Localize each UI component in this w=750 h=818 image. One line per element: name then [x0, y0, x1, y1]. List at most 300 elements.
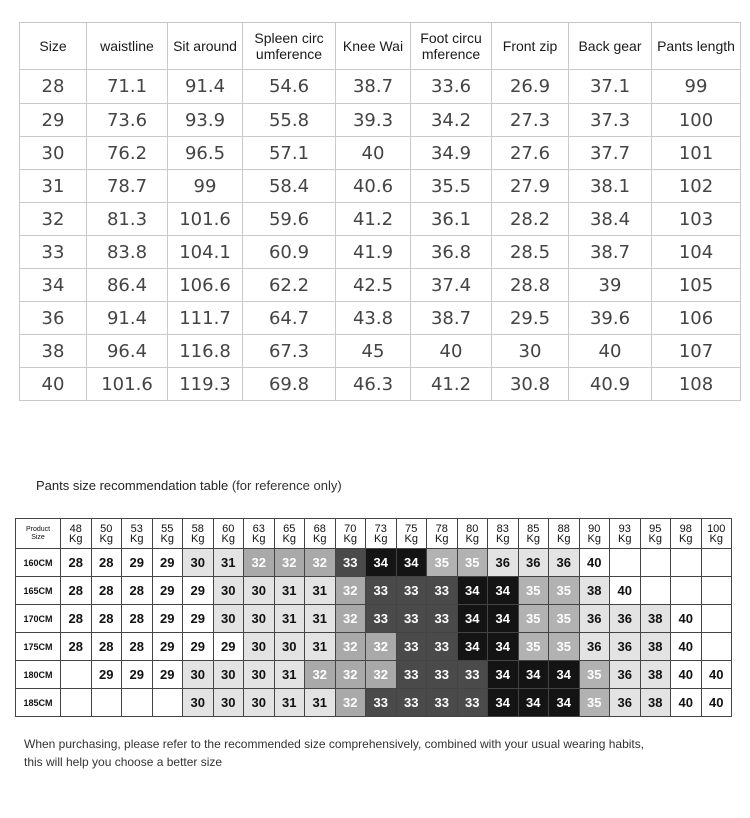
size-chart-cell: 41.2 — [411, 368, 492, 401]
size-chart-cell: 100 — [652, 104, 741, 137]
size-chart-cell: 46.3 — [336, 368, 411, 401]
recommended-size-cell: 32 — [305, 661, 336, 689]
size-chart-cell: 101.6 — [87, 368, 168, 401]
size-chart-cell: 38.7 — [411, 302, 492, 335]
recommended-size-cell: 32 — [335, 661, 366, 689]
weight-column-header — [91, 519, 122, 549]
weight-unit: Kg — [679, 532, 693, 545]
recommended-size-cell: 34 — [457, 633, 488, 661]
size-chart-cell: 104 — [652, 236, 741, 269]
recommended-size-cell: 40 — [579, 549, 610, 577]
size-chart-cell: 32 — [20, 203, 87, 236]
recommended-size-cell: 35 — [549, 577, 580, 605]
recommended-size-cell: 30 — [183, 549, 214, 577]
weight-column-header — [335, 519, 366, 549]
size-chart-cell: 45 — [336, 335, 411, 368]
weight-unit: Kg — [282, 532, 296, 545]
recommended-size-cell: 28 — [61, 633, 92, 661]
weight-column-header — [152, 519, 183, 549]
weight-column-header — [305, 519, 336, 549]
weight-value: 70 — [344, 522, 357, 535]
weight-value: 65 — [283, 522, 296, 535]
size-chart-row — [20, 137, 741, 170]
size-chart-cell: 35.5 — [411, 170, 492, 203]
recommended-size-cell: 30 — [244, 689, 275, 717]
recommended-size-cell: 31 — [274, 605, 305, 633]
size-chart-cell: 101.6 — [168, 203, 243, 236]
recommended-size-cell: 34 — [518, 661, 549, 689]
size-chart-row — [20, 302, 741, 335]
size-chart-cell: 28.5 — [492, 236, 569, 269]
recommended-size-cell: 29 — [183, 633, 214, 661]
weight-value: 75 — [405, 522, 418, 535]
weight-unit: Kg — [374, 532, 388, 545]
recommended-size-cell: 34 — [396, 549, 427, 577]
product-size-corner-label: Product Size — [16, 519, 61, 549]
size-chart-cell: 36.8 — [411, 236, 492, 269]
size-chart-cell: 103 — [652, 203, 741, 236]
size-chart-cell: 60.9 — [243, 236, 336, 269]
weight-value: 78 — [435, 522, 448, 535]
size-chart-cell: 105 — [652, 269, 741, 302]
size-chart-cell: 28.2 — [492, 203, 569, 236]
weight-column-header — [518, 519, 549, 549]
recommended-size-cell: 28 — [61, 605, 92, 633]
recommended-size-cell: 33 — [427, 577, 458, 605]
size-chart-cell: 40.9 — [569, 368, 652, 401]
purchase-advice — [24, 735, 724, 771]
recommended-size-cell: 30 — [244, 577, 275, 605]
recommended-size-cell: 40 — [701, 661, 732, 689]
weight-value: 63 — [252, 522, 265, 535]
recommended-size-cell: 34 — [488, 689, 519, 717]
recommended-size-cell: 33 — [396, 633, 427, 661]
weight-column-header — [427, 519, 458, 549]
size-chart-cell: 64.7 — [243, 302, 336, 335]
size-chart-cell: 69.8 — [243, 368, 336, 401]
recommended-size-cell: 30 — [244, 633, 275, 661]
recommended-size-cell: 34 — [488, 577, 519, 605]
size-chart-cell: 41.2 — [336, 203, 411, 236]
recommended-size-cell: 35 — [518, 605, 549, 633]
height-label: 165CM — [16, 577, 61, 605]
weight-column-header — [274, 519, 305, 549]
weight-column-header — [488, 519, 519, 549]
recommended-size-cell: 35 — [518, 577, 549, 605]
size-chart-column-header: Pants length — [652, 23, 741, 70]
weight-unit: Kg — [648, 532, 662, 545]
recommended-size-cell — [122, 689, 153, 717]
size-chart-cell: 102 — [652, 170, 741, 203]
recommended-size-cell: 34 — [488, 661, 519, 689]
weight-column-header — [457, 519, 488, 549]
recommended-size-cell: 33 — [457, 689, 488, 717]
height-label: 170CM — [16, 605, 61, 633]
size-chart-table — [19, 22, 741, 401]
size-chart-cell: 96.5 — [168, 137, 243, 170]
recommended-size-cell: 31 — [305, 689, 336, 717]
size-chart-cell: 30.8 — [492, 368, 569, 401]
recommended-size-cell: 32 — [366, 661, 397, 689]
recommended-size-cell: 30 — [213, 661, 244, 689]
recommended-size-cell: 35 — [457, 549, 488, 577]
size-chart-cell: 78.7 — [87, 170, 168, 203]
recommended-size-cell: 30 — [183, 661, 214, 689]
recommended-size-cell: 33 — [335, 549, 366, 577]
weight-value: 95 — [649, 522, 662, 535]
size-chart-cell: 101 — [652, 137, 741, 170]
recommended-size-cell: 33 — [427, 661, 458, 689]
size-chart-cell: 96.4 — [87, 335, 168, 368]
size-chart-row — [20, 203, 741, 236]
size-chart-cell: 107 — [652, 335, 741, 368]
weight-value: 100 — [707, 522, 726, 535]
recommended-size-cell — [61, 661, 92, 689]
recommended-size-cell — [701, 549, 732, 577]
size-chart-cell: 106 — [652, 302, 741, 335]
weight-unit: Kg — [343, 532, 357, 545]
height-label: 185CM — [16, 689, 61, 717]
size-chart-cell: 81.3 — [87, 203, 168, 236]
recommended-size-cell: 38 — [640, 689, 671, 717]
height-label: 160CM — [16, 549, 61, 577]
size-chart-cell: 108 — [652, 368, 741, 401]
recommended-size-cell: 33 — [366, 605, 397, 633]
weight-unit: Kg — [191, 532, 205, 545]
size-chart-cell: 99 — [168, 170, 243, 203]
recommendation-header-row — [16, 519, 732, 549]
size-chart-cell: 34.9 — [411, 137, 492, 170]
size-chart-cell: 67.3 — [243, 335, 336, 368]
weight-value: 53 — [130, 522, 143, 535]
recommendation-note: (for reference only) — [231, 478, 342, 493]
size-chart-cell: 39.6 — [569, 302, 652, 335]
weight-unit: Kg — [160, 532, 174, 545]
height-label: 180CM — [16, 661, 61, 689]
recommended-size-cell: 36 — [610, 633, 641, 661]
size-chart-cell: 58.4 — [243, 170, 336, 203]
recommendation-row — [16, 549, 732, 577]
weight-unit: Kg — [587, 532, 601, 545]
weight-value: 55 — [161, 522, 174, 535]
recommended-size-cell: 29 — [91, 661, 122, 689]
recommended-size-cell: 38 — [640, 633, 671, 661]
size-chart-column-header: Knee Wai — [336, 23, 411, 70]
recommended-size-cell: 29 — [183, 605, 214, 633]
size-chart-cell: 26.9 — [492, 70, 569, 104]
recommended-size-cell: 35 — [427, 549, 458, 577]
weight-unit: Kg — [465, 532, 479, 545]
size-chart-cell: 116.8 — [168, 335, 243, 368]
size-chart-cell: 29.5 — [492, 302, 569, 335]
recommended-size-cell: 29 — [152, 661, 183, 689]
recommended-size-cell: 36 — [610, 661, 641, 689]
recommended-size-cell: 38 — [640, 605, 671, 633]
recommended-size-cell: 36 — [488, 549, 519, 577]
recommended-size-cell: 38 — [579, 577, 610, 605]
recommended-size-cell: 31 — [305, 605, 336, 633]
size-chart-column-header: Back gear — [569, 23, 652, 70]
recommended-size-cell: 33 — [427, 689, 458, 717]
weight-column-header — [640, 519, 671, 549]
size-chart-column-header: waistline — [87, 23, 168, 70]
recommended-size-cell — [152, 689, 183, 717]
weight-column-header — [213, 519, 244, 549]
weight-unit: Kg — [313, 532, 327, 545]
size-chart-cell: 27.6 — [492, 137, 569, 170]
weight-unit: Kg — [496, 532, 510, 545]
recommended-size-cell: 28 — [91, 549, 122, 577]
size-chart-cell: 28.8 — [492, 269, 569, 302]
recommended-size-cell: 30 — [244, 661, 275, 689]
size-chart-cell: 38.7 — [336, 70, 411, 104]
recommended-size-cell: 34 — [457, 605, 488, 633]
size-chart-cell: 91.4 — [168, 70, 243, 104]
size-chart-cell: 41.9 — [336, 236, 411, 269]
recommended-size-cell: 36 — [579, 633, 610, 661]
recommended-size-cell: 32 — [335, 633, 366, 661]
size-chart-cell: 30 — [492, 335, 569, 368]
size-chart-cell: 40 — [336, 137, 411, 170]
size-chart-row — [20, 70, 741, 104]
size-chart-cell: 57.1 — [243, 137, 336, 170]
recommended-size-cell: 28 — [122, 605, 153, 633]
size-chart-column-header: Sit around — [168, 23, 243, 70]
recommended-size-cell: 40 — [671, 661, 702, 689]
recommended-size-cell: 33 — [396, 605, 427, 633]
weight-column-header — [183, 519, 214, 549]
weight-unit: Kg — [709, 532, 723, 545]
recommended-size-cell: 40 — [671, 689, 702, 717]
size-chart-cell: 59.6 — [243, 203, 336, 236]
weight-unit: Kg — [221, 532, 235, 545]
recommended-size-cell — [671, 549, 702, 577]
weight-value: 93 — [618, 522, 631, 535]
weight-unit: Kg — [526, 532, 540, 545]
size-chart-cell: 33 — [20, 236, 87, 269]
recommended-size-cell: 30 — [244, 605, 275, 633]
recommended-size-cell: 33 — [396, 577, 427, 605]
size-chart-cell: 99 — [652, 70, 741, 104]
weight-value: 90 — [588, 522, 601, 535]
recommended-size-cell: 28 — [122, 577, 153, 605]
recommended-size-cell: 33 — [366, 577, 397, 605]
recommended-size-cell: 32 — [335, 605, 366, 633]
weight-value: 60 — [222, 522, 235, 535]
recommended-size-cell: 29 — [152, 549, 183, 577]
recommended-size-cell: 35 — [579, 689, 610, 717]
weight-value: 98 — [679, 522, 692, 535]
size-chart-cell: 104.1 — [168, 236, 243, 269]
recommended-size-cell: 30 — [213, 605, 244, 633]
recommended-size-cell — [701, 577, 732, 605]
weight-column-header — [549, 519, 580, 549]
recommended-size-cell: 38 — [640, 661, 671, 689]
recommendation-heading — [36, 478, 342, 493]
size-chart-cell: 54.6 — [243, 70, 336, 104]
size-chart-cell: 39 — [569, 269, 652, 302]
recommended-size-cell: 32 — [244, 549, 275, 577]
recommendation-row — [16, 577, 732, 605]
weight-column-header — [671, 519, 702, 549]
recommended-size-cell — [701, 633, 732, 661]
recommended-size-cell — [91, 689, 122, 717]
size-chart-row — [20, 236, 741, 269]
weight-unit: Kg — [435, 532, 449, 545]
recommended-size-cell: 36 — [610, 689, 641, 717]
size-chart-cell: 38.4 — [569, 203, 652, 236]
recommended-size-cell: 34 — [366, 549, 397, 577]
weight-unit: Kg — [618, 532, 632, 545]
weight-value: 68 — [313, 522, 326, 535]
size-chart-cell: 71.1 — [87, 70, 168, 104]
recommended-size-cell — [701, 605, 732, 633]
weight-column-header — [701, 519, 732, 549]
size-chart-cell: 86.4 — [87, 269, 168, 302]
recommended-size-cell: 33 — [427, 605, 458, 633]
recommended-size-cell: 33 — [457, 661, 488, 689]
recommended-size-cell: 28 — [122, 633, 153, 661]
recommended-size-cell: 36 — [518, 549, 549, 577]
weight-column-header — [61, 519, 92, 549]
size-chart-cell: 30 — [20, 137, 87, 170]
size-chart-row — [20, 335, 741, 368]
size-chart-cell: 55.8 — [243, 104, 336, 137]
recommended-size-cell: 34 — [488, 633, 519, 661]
weight-column-header — [122, 519, 153, 549]
size-chart-cell: 76.2 — [87, 137, 168, 170]
recommended-size-cell: 40 — [671, 633, 702, 661]
recommended-size-cell: 29 — [122, 661, 153, 689]
recommended-size-cell: 40 — [671, 605, 702, 633]
weight-unit: Kg — [69, 532, 83, 545]
size-chart-cell: 28 — [20, 70, 87, 104]
recommended-size-cell: 30 — [213, 689, 244, 717]
recommended-size-cell: 31 — [274, 661, 305, 689]
size-chart-cell: 93.9 — [168, 104, 243, 137]
recommendation-row — [16, 689, 732, 717]
weight-value: 50 — [100, 522, 113, 535]
size-chart-cell: 43.8 — [336, 302, 411, 335]
weight-column-header — [366, 519, 397, 549]
size-recommendation-table — [15, 518, 732, 717]
recommended-size-cell: 30 — [274, 633, 305, 661]
size-chart-cell: 40 — [20, 368, 87, 401]
recommended-size-cell: 34 — [457, 577, 488, 605]
size-chart-column-header: Front zip — [492, 23, 569, 70]
size-chart-cell: 42.5 — [336, 269, 411, 302]
recommended-size-cell: 29 — [152, 605, 183, 633]
weight-value: 80 — [466, 522, 479, 535]
recommended-size-cell: 29 — [152, 633, 183, 661]
size-chart-cell: 36 — [20, 302, 87, 335]
recommended-size-cell: 31 — [305, 577, 336, 605]
recommended-size-cell: 35 — [549, 605, 580, 633]
recommended-size-cell: 31 — [213, 549, 244, 577]
recommended-size-cell: 40 — [701, 689, 732, 717]
recommended-size-cell: 35 — [549, 633, 580, 661]
recommended-size-cell: 32 — [335, 689, 366, 717]
weight-unit: Kg — [99, 532, 113, 545]
weight-unit: Kg — [557, 532, 571, 545]
weight-column-header — [396, 519, 427, 549]
weight-value: 85 — [527, 522, 540, 535]
weight-unit: Kg — [130, 532, 144, 545]
recommended-size-cell: 29 — [183, 577, 214, 605]
size-chart-cell: 37.1 — [569, 70, 652, 104]
recommended-size-cell: 36 — [549, 549, 580, 577]
weight-unit: Kg — [252, 532, 266, 545]
weight-column-header — [579, 519, 610, 549]
size-chart-row — [20, 170, 741, 203]
size-chart-column-header: Spleen circ umference — [243, 23, 336, 70]
recommended-size-cell: 34 — [518, 689, 549, 717]
size-chart-cell: 34 — [20, 269, 87, 302]
recommendation-row — [16, 661, 732, 689]
recommended-size-cell: 31 — [274, 577, 305, 605]
recommended-size-cell: 36 — [610, 605, 641, 633]
recommended-size-cell — [610, 549, 641, 577]
size-chart-cell: 38.1 — [569, 170, 652, 203]
size-chart-cell: 37.7 — [569, 137, 652, 170]
size-chart-cell: 31 — [20, 170, 87, 203]
recommended-size-cell: 32 — [305, 549, 336, 577]
size-chart-cell: 37.4 — [411, 269, 492, 302]
size-chart-cell: 91.4 — [87, 302, 168, 335]
size-chart-cell: 73.6 — [87, 104, 168, 137]
recommended-size-cell: 32 — [366, 633, 397, 661]
recommended-size-cell: 32 — [335, 577, 366, 605]
recommended-size-cell: 30 — [183, 689, 214, 717]
weight-unit: Kg — [404, 532, 418, 545]
size-chart-cell: 37.3 — [569, 104, 652, 137]
size-chart-body — [20, 70, 741, 401]
recommended-size-cell: 32 — [274, 549, 305, 577]
purchase-advice-line-2: this will help you choose a better size — [24, 755, 223, 769]
size-chart-row — [20, 104, 741, 137]
size-chart-cell: 40 — [569, 335, 652, 368]
recommended-size-cell: 30 — [213, 577, 244, 605]
weight-value: 58 — [191, 522, 204, 535]
size-chart-cell: 62.2 — [243, 269, 336, 302]
recommended-size-cell: 28 — [91, 605, 122, 633]
size-chart-cell: 119.3 — [168, 368, 243, 401]
recommended-size-cell: 31 — [305, 633, 336, 661]
size-chart-cell: 40 — [411, 335, 492, 368]
recommended-size-cell: 33 — [396, 689, 427, 717]
recommended-size-cell: 31 — [274, 689, 305, 717]
size-chart-cell: 38.7 — [569, 236, 652, 269]
size-chart-column-header: Foot circu mference — [411, 23, 492, 70]
recommended-size-cell: 33 — [366, 689, 397, 717]
size-chart-cell: 39.3 — [336, 104, 411, 137]
size-chart-cell: 27.3 — [492, 104, 569, 137]
recommended-size-cell: 34 — [549, 661, 580, 689]
size-chart-cell: 33.6 — [411, 70, 492, 104]
recommended-size-cell: 28 — [61, 549, 92, 577]
size-chart-cell: 40.6 — [336, 170, 411, 203]
size-chart-cell: 111.7 — [168, 302, 243, 335]
recommended-size-cell — [640, 577, 671, 605]
recommended-size-cell: 40 — [610, 577, 641, 605]
size-chart-column-header: Size — [20, 23, 87, 70]
weight-column-header — [610, 519, 641, 549]
height-label: 175CM — [16, 633, 61, 661]
recommended-size-cell: 34 — [488, 605, 519, 633]
weight-value: 48 — [69, 522, 82, 535]
weight-value: 73 — [374, 522, 387, 535]
size-chart-cell: 27.9 — [492, 170, 569, 203]
